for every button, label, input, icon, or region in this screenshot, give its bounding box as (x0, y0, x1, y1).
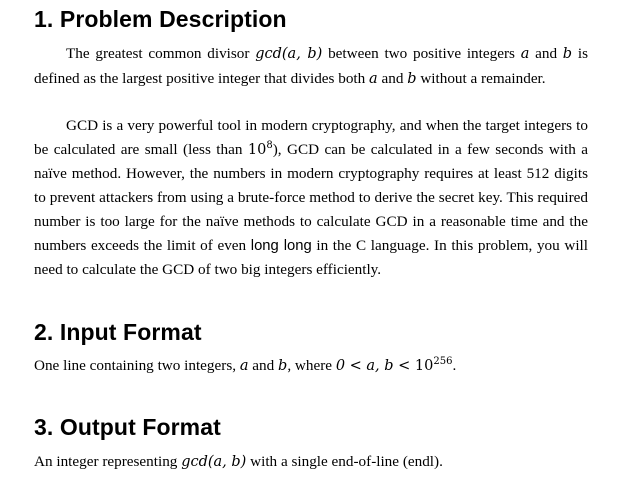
text-run: and (248, 357, 279, 374)
code-long-long: long long (250, 237, 312, 254)
output-format-heading: 3. Output Format (34, 414, 221, 440)
text-run: An integer representing (34, 453, 182, 470)
math-inequality: 0 < a, b < (335, 358, 415, 374)
math-b: b (407, 70, 417, 87)
text-run: . (452, 357, 457, 374)
math-a: a (239, 358, 249, 374)
math-base: 10 (247, 141, 267, 158)
text-run: between two positive integers (322, 45, 521, 62)
math-a: a (520, 46, 530, 62)
text-run: in the C language. In this problem, you will need to calculate the GCD of two big integers efficiently. (34, 236, 589, 279)
input-format-heading: 2. Input Format (34, 319, 202, 345)
text-run: One line containing two integers, (34, 357, 240, 374)
problem-description-heading: 1. Problem Description (34, 6, 287, 32)
math-exponent: 256 (433, 356, 453, 367)
math-gcd-ab: gcd(a, b) (181, 454, 247, 470)
math-exponent: 8 (266, 139, 273, 151)
text-run: and (377, 69, 408, 87)
math-ten-power-8 (247, 139, 273, 158)
text-run: with a single end-of-line (endl). (246, 453, 443, 470)
text-run: The greatest common divisor (66, 45, 256, 62)
math-b: b (278, 358, 288, 374)
problem-paragraph-gcd-definition (34, 42, 588, 91)
math-b: b (562, 46, 573, 62)
text-run: GCD is a very powerful tool in modern cryptography, and when the target integers to be calculated are small (less than (34, 117, 588, 158)
text-run: , where (287, 357, 336, 374)
text-run: and (529, 45, 563, 62)
input-format-paragraph (34, 354, 588, 379)
problem-paragraph-cryptography (34, 114, 588, 282)
math-bound (336, 358, 453, 374)
text-run: ), GCD can be calculated in a few seconds with a naïve method. However, the numbers in modern cryptography requires at least 512 digits to prevent attackers from using a brute-force method to derive the secret key. This required number is too large for the naïve methods to calculate GCD in a reasonable time and the numbers exceeds the limit of even (34, 140, 588, 254)
text-run: is defined as the largest positive integer that divides both (34, 45, 588, 87)
math-base: 10 (414, 358, 434, 374)
output-format-paragraph (34, 450, 588, 475)
math-a: a (369, 70, 378, 87)
math-gcd-ab: gcd(a, b) (255, 46, 323, 62)
text-run: without a remainder. (416, 69, 546, 87)
